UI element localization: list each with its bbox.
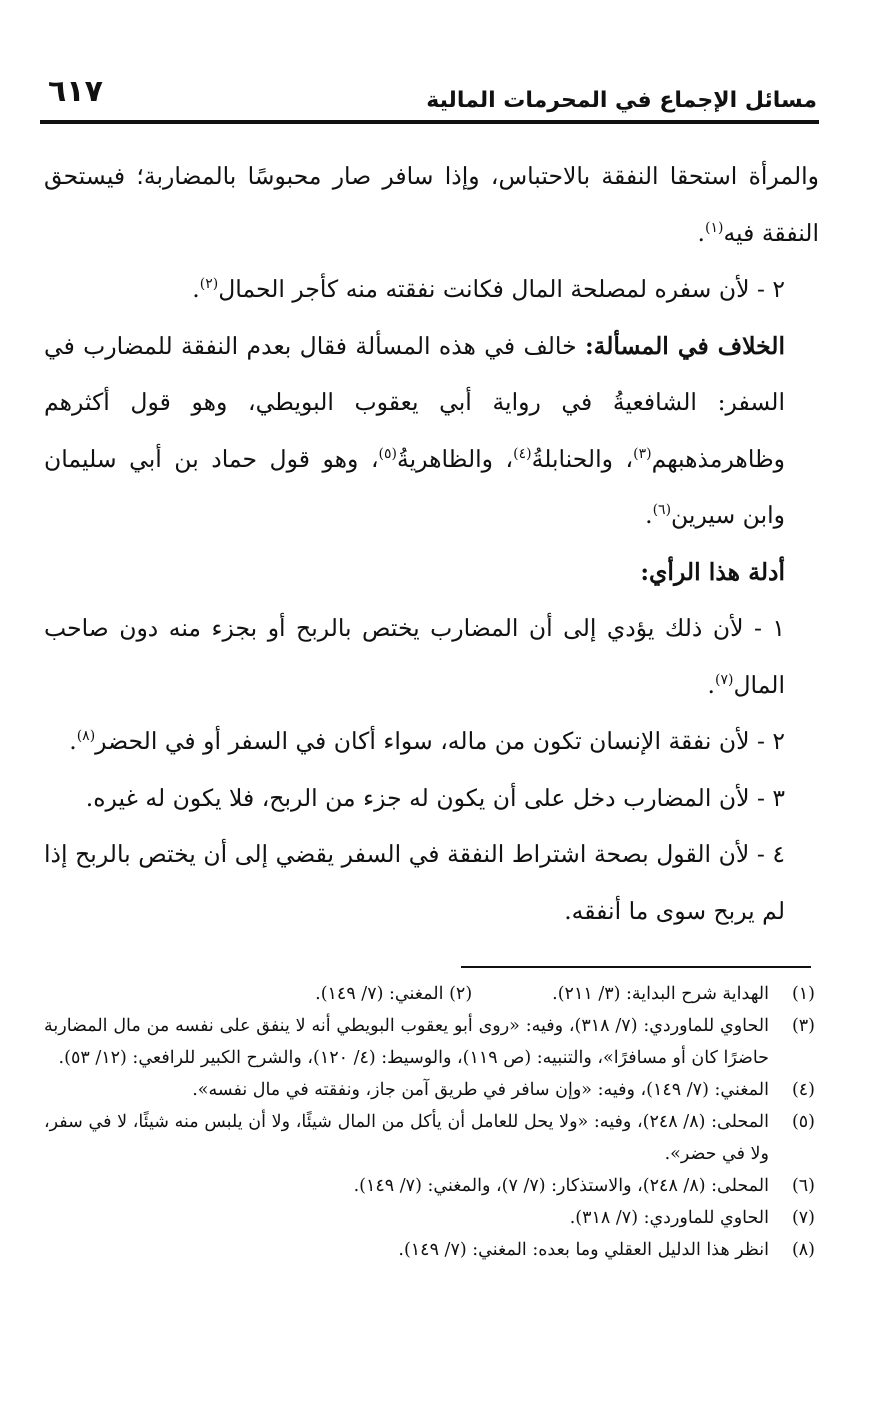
footnote: (٦) المحلى: (٨/ ٢٤٨)، والاستذكار: (٧/ ٧)، والمغني: (٧/ ١٤٩). xyxy=(44,1170,815,1202)
header-rule xyxy=(40,120,819,124)
footnote-ref: (٦) xyxy=(652,502,672,518)
evidence-4: ٤ - لأن القول بصحة اشتراط النفقة في السفر يقضي إلى أن يختص بالربح إذا لم يربح سوى ما أنفقه. xyxy=(44,840,785,925)
footnote-text: المحلى: (٨/ ٢٤٨)، وفيه: «ولا يحل للعامل أن يأكل من المال شيئًا، ولا أن يلبس منه شيئًا، لا في سفر، ولا في حضر». xyxy=(44,1112,770,1164)
section-label: الخلاف في المسألة: xyxy=(584,331,785,360)
footnote-text: الحاوي للماوردي: (٧/ ٣١٨). xyxy=(569,1208,769,1228)
footnote: (٥) المحلى: (٨/ ٢٤٨)، وفيه: «ولا يحل للعامل أن يأكل من المال شيئًا، ولا أن يلبس منه شيئًا، لا في سفر، ولا في حضر». xyxy=(44,1106,815,1170)
footnote-ref: (٢) xyxy=(199,276,219,292)
footnote-ref: (٣) xyxy=(633,445,652,462)
running-title: مسائل الإجماع في المحرمات المالية xyxy=(426,88,817,113)
footnote-text: الحاوي للماوردي: (٧/ ٣١٨)، وفيه: «روى أبو يعقوب البويطي أنه لا ينفق على نفسه من مال المضاربة حاضرًا كان أو مسافرًا»، والتنبيه: (ص ١١٩)، والوسيط: (٤/ ١٢٠)، والشرح الكبير للرافعي: (١٢/ ٥٣). xyxy=(44,1016,769,1068)
footnote-ref: (٤) xyxy=(513,445,532,462)
page-header xyxy=(40,68,817,120)
disagreement-paragraph: الخلاف في المسألة: خالف في هذه المسألة فقال بعدم النفقة للمضارب في السفر: الشافعيةُ في رواية أبي يعقوب البويطي، وهو قول أكثرهم وظاهرمذهبهم$^{(٣)}$، والحنابلةُ$^{(٤)}$، والظاهريةُ$^{(٥)}$، وهو قول حماد بن أبي سليمان وابن سيرين$^{(٦)}$. xyxy=(44,331,786,529)
footnote-text: المغني: (٧/ ١٤٩). xyxy=(315,984,444,1004)
point-2: ٢ - لأن سفره لمصلحة المال فكانت نفقته منه كأجر الحمال$^{(٢)}$. xyxy=(192,275,785,303)
footnote-separator xyxy=(461,966,811,968)
footnote-ref: (٧) xyxy=(715,671,734,688)
page-number: ٦١٧ xyxy=(48,74,103,109)
footnote: (٤) المغني: (٧/ ١٤٩)، وفيه: «وإن سافر في طريق آمن جاز، ونفقته في مال نفسه». xyxy=(44,1074,815,1106)
section-heading: أدلة هذا الرأي: xyxy=(640,557,785,586)
footnote-ref: (٨) xyxy=(76,728,96,744)
evidence-3: ٣ - لأن المضارب دخل على أن يكون له جزء من الربح، فلا يكون له غيره. xyxy=(85,783,785,812)
footnote-text: انظر هذا الدليل العقلي وما بعده: المغني: (٧/ ١٤٩). xyxy=(398,1240,769,1260)
footnote: (٧) الحاوي للماوردي: (٧/ ٣١٨). xyxy=(44,1202,815,1234)
paragraph-continuation: والمرأة استحقا النفقة بالاحتباس، وإذا سافر صار محبوسًا بالمضاربة؛ فيستحق النفقة فيه$^{(١)}$. xyxy=(44,162,819,247)
footnote-ref: (٥) xyxy=(378,445,398,462)
footnote: (٣) الحاوي للماوردي: (٧/ ٣١٨)، وفيه: «روى أبو يعقوب البويطي أنه لا ينفق على نفسه من مال المضاربة حاضرًا كان أو مسافرًا»، والتنبيه: (ص ١١٩)، والوسيط: (٤/ ١٢٠)، والشرح الكبير للرافعي: (١٢/ ٥٣). xyxy=(44,1010,815,1074)
main-text xyxy=(44,148,819,939)
footnote-row: (١) الهداية شرح البداية: (٣/ ٢١١). (٢) المغني: (٧/ ١٤٩). xyxy=(44,978,815,1010)
footnote: (٨) انظر هذا الدليل العقلي وما بعده: المغني: (٧/ ١٤٩). xyxy=(44,1234,815,1266)
footnote-text: المغني: (٧/ ١٤٩)، وفيه: «وإن سافر في طريق آمن جاز، ونفقته في مال نفسه». xyxy=(192,1080,769,1100)
evidence-1: ١ - لأن ذلك يؤدي إلى أن المضارب يختص بالربح أو بجزء منه دون صاحب المال$^{(٧)}$. xyxy=(44,614,785,699)
footnote-text: الهداية شرح البداية: (٣/ ٢١١). xyxy=(552,984,769,1004)
footnotes xyxy=(44,978,815,1266)
footnote-ref: (١) xyxy=(704,219,724,236)
footnote-text: المحلى: (٨/ ٢٤٨)، والاستذكار: (٧/ ٧)، والمغني: (٧/ ١٤٩). xyxy=(353,1176,769,1196)
evidence-2: ٢ - لأن نفقة الإنسان تكون من ماله، سواء أكان في السفر أو في الحضر$^{(٨)}$. xyxy=(69,727,785,755)
